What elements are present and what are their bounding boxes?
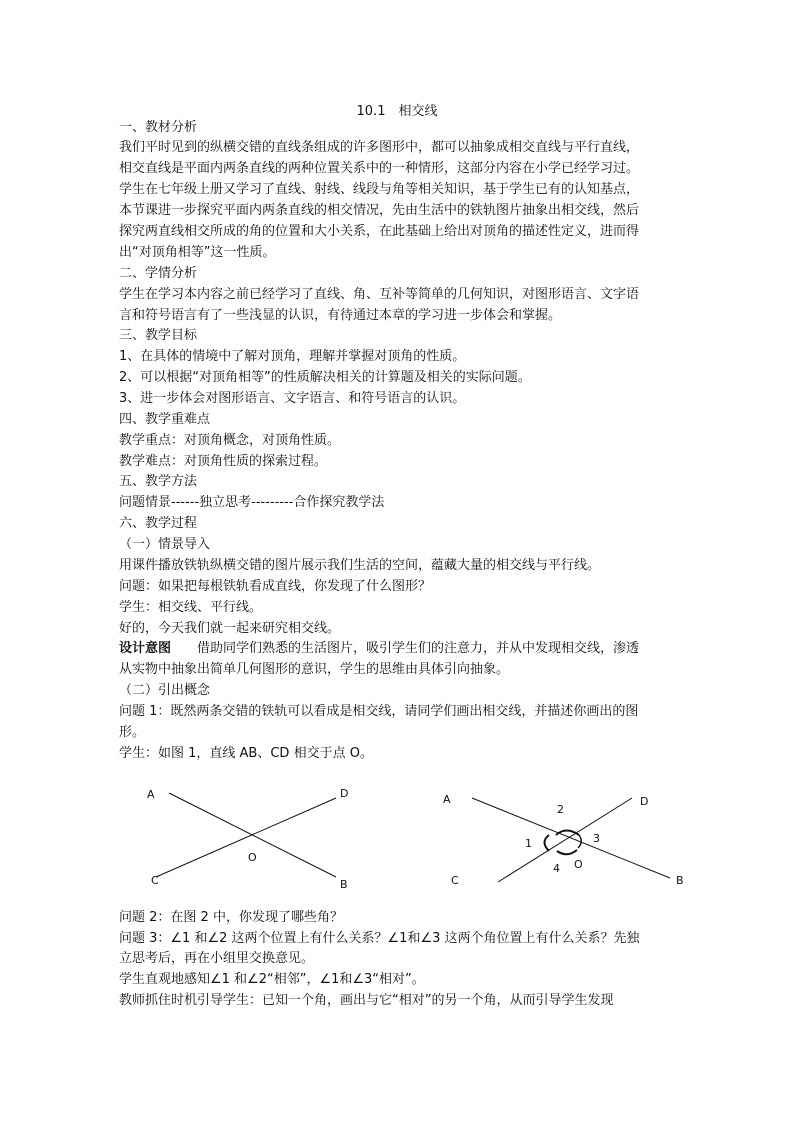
text-line: 立思考后，再在小组里交换意见。 (119, 951, 315, 966)
text-line: 从实物中抽象出简单几何图形的意识，学生的思维由具体引向抽象。 (119, 662, 510, 677)
text-line: 学生：相交线、平行线。 (119, 600, 263, 615)
page-title: 10.1 相交线 (356, 104, 438, 119)
section-heading: 三、教学目标 (119, 328, 198, 343)
text-line: 问题 2：在图 2 中，你发现了哪些角？ (119, 910, 343, 925)
text-line: 我们平时见到的纵横交错的直线条组成的许多图形中，都可以抽象成相交直线与平行直线， (119, 140, 640, 155)
angle-arc-2 (556, 831, 579, 836)
label-a: A (443, 793, 451, 806)
text-line: 问题：如果把每根铁轨看成直线，你发现了什么图形？ (119, 579, 432, 594)
subsection-heading: （一）情景导入 (119, 537, 211, 552)
text-line: 问题 1：既然两条交错的铁轨可以看成是相交线，请同学们画出相交线，并描述你画出的图 (119, 704, 639, 719)
text-line: 一、教材分析 (119, 120, 198, 135)
text-line: 教学重点：对顶角概念，对顶角性质。 (119, 433, 341, 448)
angle-arc-1 (545, 835, 550, 851)
text-line: 学生在七年级上册又学习了直线、射线、线段与角等相关知识，基于学生已有的认知基点， (119, 182, 640, 197)
angle-label-1: 1 (525, 837, 532, 850)
line-cd (156, 798, 336, 877)
line-ab (472, 798, 670, 878)
line-cd (498, 798, 632, 882)
figure-2-angles (436, 780, 696, 892)
angle-label-4: 4 (553, 862, 560, 875)
label-d: D (640, 795, 649, 808)
angle-label-3: 3 (593, 832, 600, 845)
section-heading: 五、教学方法 (119, 474, 198, 489)
text-line: 言和符号语言有了一些浅显的认识，有待通过本章的学习进一步体会和掌握。 (119, 308, 562, 323)
text-line: 本节课进一步探究平面内两条直线的相交情况，先由生活中的铁轨图片抽象出相交线，然后 (119, 203, 640, 218)
section-heading: 六、教学过程 (119, 516, 198, 531)
text-line: 用课件播放铁轨纵横交错的图片展示我们生活的空间，蕴藏大量的相交线与平行线。 (119, 558, 601, 573)
text-line: 问题情景------独立思考---------合作探究教学法 (119, 495, 385, 510)
label-o: O (574, 858, 583, 871)
text-line: 相交直线是平面内两条直线的两种位置关系中的一种情形，这部分内容在小学已经学习过。 (119, 161, 640, 176)
text-line: 形。 (119, 725, 146, 740)
figure-1-intersecting-lines (140, 780, 370, 890)
text-line: 教师抓住时机引导学生：已知一个角，画出与它“相对”的另一个角，从而引导学生发现 (119, 993, 614, 1008)
design-intent-text: 借助同学们熟悉的生活图片，吸引学生们的注意力，并从中发现相交线，渗透 (171, 641, 640, 656)
label-d: D (340, 787, 349, 800)
text-line: 学生直观地感知∠1 和∠2“相邻”，∠1和∠3“相对”。 (119, 972, 425, 987)
label-b: B (676, 874, 684, 887)
text-line: 1、在具体的情境中了解对顶角，理解并掌握对顶角的性质。 (119, 349, 466, 364)
angle-label-2: 2 (557, 803, 564, 816)
label-a: A (147, 788, 155, 801)
design-intent-line (119, 639, 639, 659)
text-line: 问题 3：∠1 和∠2 这两个位置上有什么关系？∠1和∠3 这两个角位置上有什么关系？先独 (119, 931, 640, 946)
label-c: C (451, 874, 459, 887)
label-c: C (151, 874, 159, 887)
text-line: 2、可以根据“对顶角相等”的性质解决相关的计算题及相关的实际问题。 (119, 370, 531, 385)
text-line: 好的，今天我们就一起来研究相交线。 (119, 621, 341, 636)
text-line: 学生在学习本内容之前已经学习了直线、角、互补等简单的几何知识，对图形语言、文字语 (119, 287, 640, 302)
design-intent-label: 设计意图 (119, 641, 172, 656)
section-heading: 四、教学重难点 (119, 412, 211, 427)
subsection-heading: （二）引出概念 (119, 683, 211, 698)
angle-arc-4 (557, 850, 577, 854)
label-b: B (340, 878, 348, 890)
text-line: 学生：如图 1，直线 AB、CD 相交于点 O。 (119, 746, 373, 761)
text-line: 探究两直线相交所成的角的位置和大小关系，在此基础上给出对顶角的描述性定义，进而得 (119, 224, 640, 239)
text-line: 3、进一步体会对图形语言、文字语言、和符号语言的认识。 (119, 391, 466, 406)
section-heading: 二、学情分析 (119, 266, 198, 281)
text-line: 出“对顶角相等”这一性质。 (119, 245, 276, 260)
label-o: O (248, 851, 257, 864)
text-line: 教学难点：对顶角性质的探索过程。 (119, 454, 328, 469)
